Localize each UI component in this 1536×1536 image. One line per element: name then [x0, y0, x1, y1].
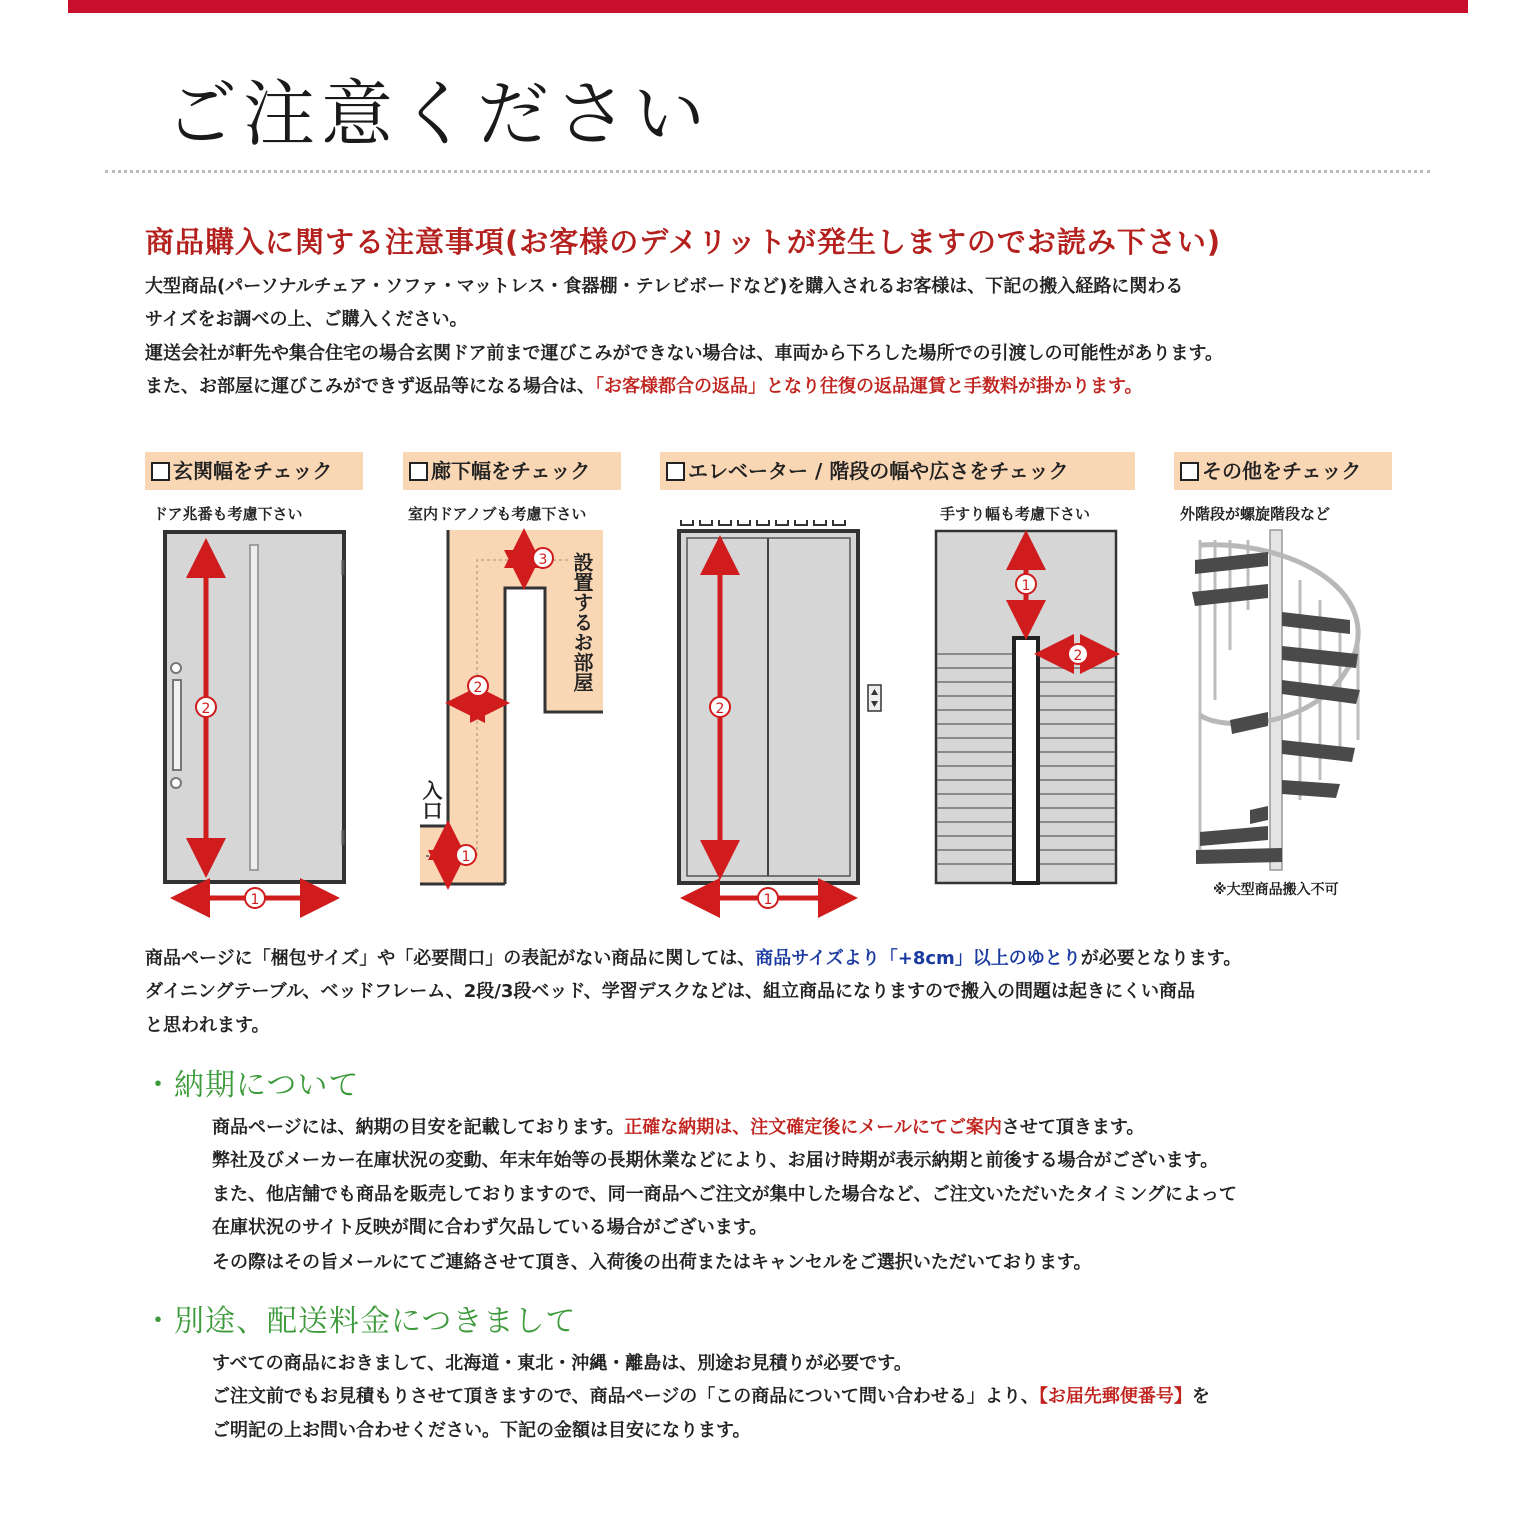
checkbox-icon[interactable] [1180, 462, 1199, 481]
size-note-highlight: 商品サイズより「+8cm」以上のゆとり [755, 948, 1081, 969]
marker-1-icon [456, 845, 476, 865]
purchase-line-4-warning: 「お客様都合の返品」となり往復の返品運賃と手数料が掛かります。 [595, 376, 1143, 397]
delivery-line-1 [212, 1119, 1144, 1137]
marker-2-icon [710, 697, 730, 717]
shipping-line-2 [212, 1388, 1210, 1406]
room-label: 設置するお部屋 [570, 552, 594, 692]
delivery-line-1-end: させて頂きます。 [1001, 1117, 1145, 1138]
svg-text:1: 1 [250, 892, 260, 908]
page-title: ご注意ください [165, 72, 712, 156]
floor-indicator-icon [681, 520, 845, 525]
checkbox-icon[interactable] [409, 462, 428, 481]
svg-text:1: 1 [1021, 578, 1031, 594]
delivery-line-1-highlight: 正確な納期は、注文確定後にメールにてご案内 [624, 1117, 1002, 1138]
check-hallway-text: 廊下幅をチェック [431, 459, 591, 483]
svg-text:1: 1 [763, 892, 773, 908]
delivery-line-1-normal: 商品ページには、納期の目安を記載しております。 [212, 1117, 625, 1138]
svg-text:1: 1 [461, 849, 471, 865]
svg-text:3: 3 [538, 552, 548, 568]
marker-1-icon [1016, 574, 1036, 594]
check-other-label [1174, 452, 1392, 490]
size-note-line-1 [145, 950, 1241, 968]
delivery-line-3: また、他店舗でも商品を販売しておりますので、同一商品へご注文が集中した場合など、ご注文いただいたタイミングによって [212, 1184, 1237, 1205]
check-entrance-label [145, 452, 363, 490]
dotted-divider [105, 170, 1430, 173]
size-note-line-3: と思われます。 [145, 1015, 270, 1036]
delivery-heading: ・納期について [143, 1068, 360, 1103]
check-elevator-label [660, 452, 1135, 490]
purchase-line-3: 運送会社が軒先や集合住宅の場合玄関ドア前まで運びこみができない場合は、車両から下ろした場所での引渡しの可能性があります。 [145, 343, 1224, 364]
hallway-note: 室内ドアノブも考慮下さい [408, 505, 587, 523]
check-hallway-label [403, 452, 621, 490]
shipping-heading: ・別途、配送料金につきまして [143, 1304, 577, 1339]
delivery-line-5: その際はその旨メールにてご連絡させて頂き、入荷後の出荷またはキャンセルをご選択いただいております。 [212, 1252, 1092, 1273]
carry-in-diagram [0, 520, 1536, 920]
shipping-line-2-normal: ご注文前でもお見積もりさせて頂きますので、商品ページの「この商品について問い合わせる」より、 [212, 1386, 1039, 1407]
marker-2-icon [1068, 644, 1088, 664]
marker-2-icon [196, 697, 216, 717]
size-note-line-2: ダイニングテーブル、ベッドフレーム、2段/3段ベッド、学習デスクなどは、組立商品になりますので搬入の問題は起きにくい商品 [145, 981, 1196, 1002]
svg-text:2: 2 [1073, 648, 1083, 664]
checkbox-icon[interactable] [151, 462, 170, 481]
size-note-end: が必要となります。 [1080, 948, 1242, 969]
delivery-line-2: 弊社及びメーカー在庫状況の変動、年末年始等の長期休業などにより、お届け時期が表示納期と前後する場合がございます。 [212, 1150, 1219, 1171]
shipping-line-1: すべての商品におきまして、北海道・東北・沖縄・離島は、別途お見積りが必要です。 [212, 1353, 912, 1374]
delivery-line-4: 在庫状況のサイト反映が間に合わず欠品している場合がございます。 [212, 1217, 768, 1238]
svg-text:2: 2 [715, 701, 725, 717]
marker-1-icon [245, 888, 265, 908]
entry-label: 入口 [419, 780, 443, 820]
shipping-line-3: ご明記の上お問い合わせください。下記の金額は目安になります。 [212, 1420, 751, 1441]
entrance-note: ドア兆番も考慮下さい [153, 505, 303, 523]
elevator-illustration [679, 520, 881, 883]
marker-3-icon [533, 548, 553, 568]
elevator-note: 手すり幅も考慮下さい [940, 505, 1091, 523]
entrance-door-illustration [165, 532, 344, 882]
svg-text:2: 2 [201, 701, 211, 717]
spiral-stairs-illustration [1192, 530, 1360, 870]
marker-2-icon [468, 676, 488, 696]
shipping-line-2-end: を [1191, 1386, 1210, 1407]
spiral-footnote: ※大型商品搬入不可 [1213, 882, 1339, 898]
size-note-normal: 商品ページに「梱包サイズ」や「必要間口」の表記がない商品に関しては、 [145, 948, 756, 969]
purchase-line-1: 大型商品(パーソナルチェア・ソファ・マットレス・食器棚・テレビボードなど)を購入されるお客様は、下記の搬入経路に関わる [145, 276, 1184, 297]
other-note: 外階段が螺旋階段など [1180, 505, 1331, 523]
check-entrance-text: 玄関幅をチェック [173, 459, 333, 483]
purchase-line-4-normal: また、お部屋に運びこみができず返品等になる場合は、 [145, 376, 595, 397]
top-red-bar [68, 0, 1468, 13]
elevator-button-icon [868, 685, 881, 711]
purchase-line-4 [145, 378, 1143, 396]
purchase-line-2: サイズをお調べの上、ご購入ください。 [145, 309, 468, 330]
checkbox-icon[interactable] [666, 462, 685, 481]
shipping-line-2-highlight: 【お届先郵便番号】 [1038, 1386, 1192, 1407]
purchase-heading: 商品購入に関する注意事項(お客様のデメリットが発生しますのでお読み下さい) [145, 225, 1222, 259]
check-other-text: その他をチェック [1202, 459, 1362, 483]
marker-1-icon [758, 888, 778, 908]
svg-text:2: 2 [473, 680, 483, 696]
check-elevator-text: エレベーター / 階段の幅や広さをチェック [688, 459, 1069, 483]
